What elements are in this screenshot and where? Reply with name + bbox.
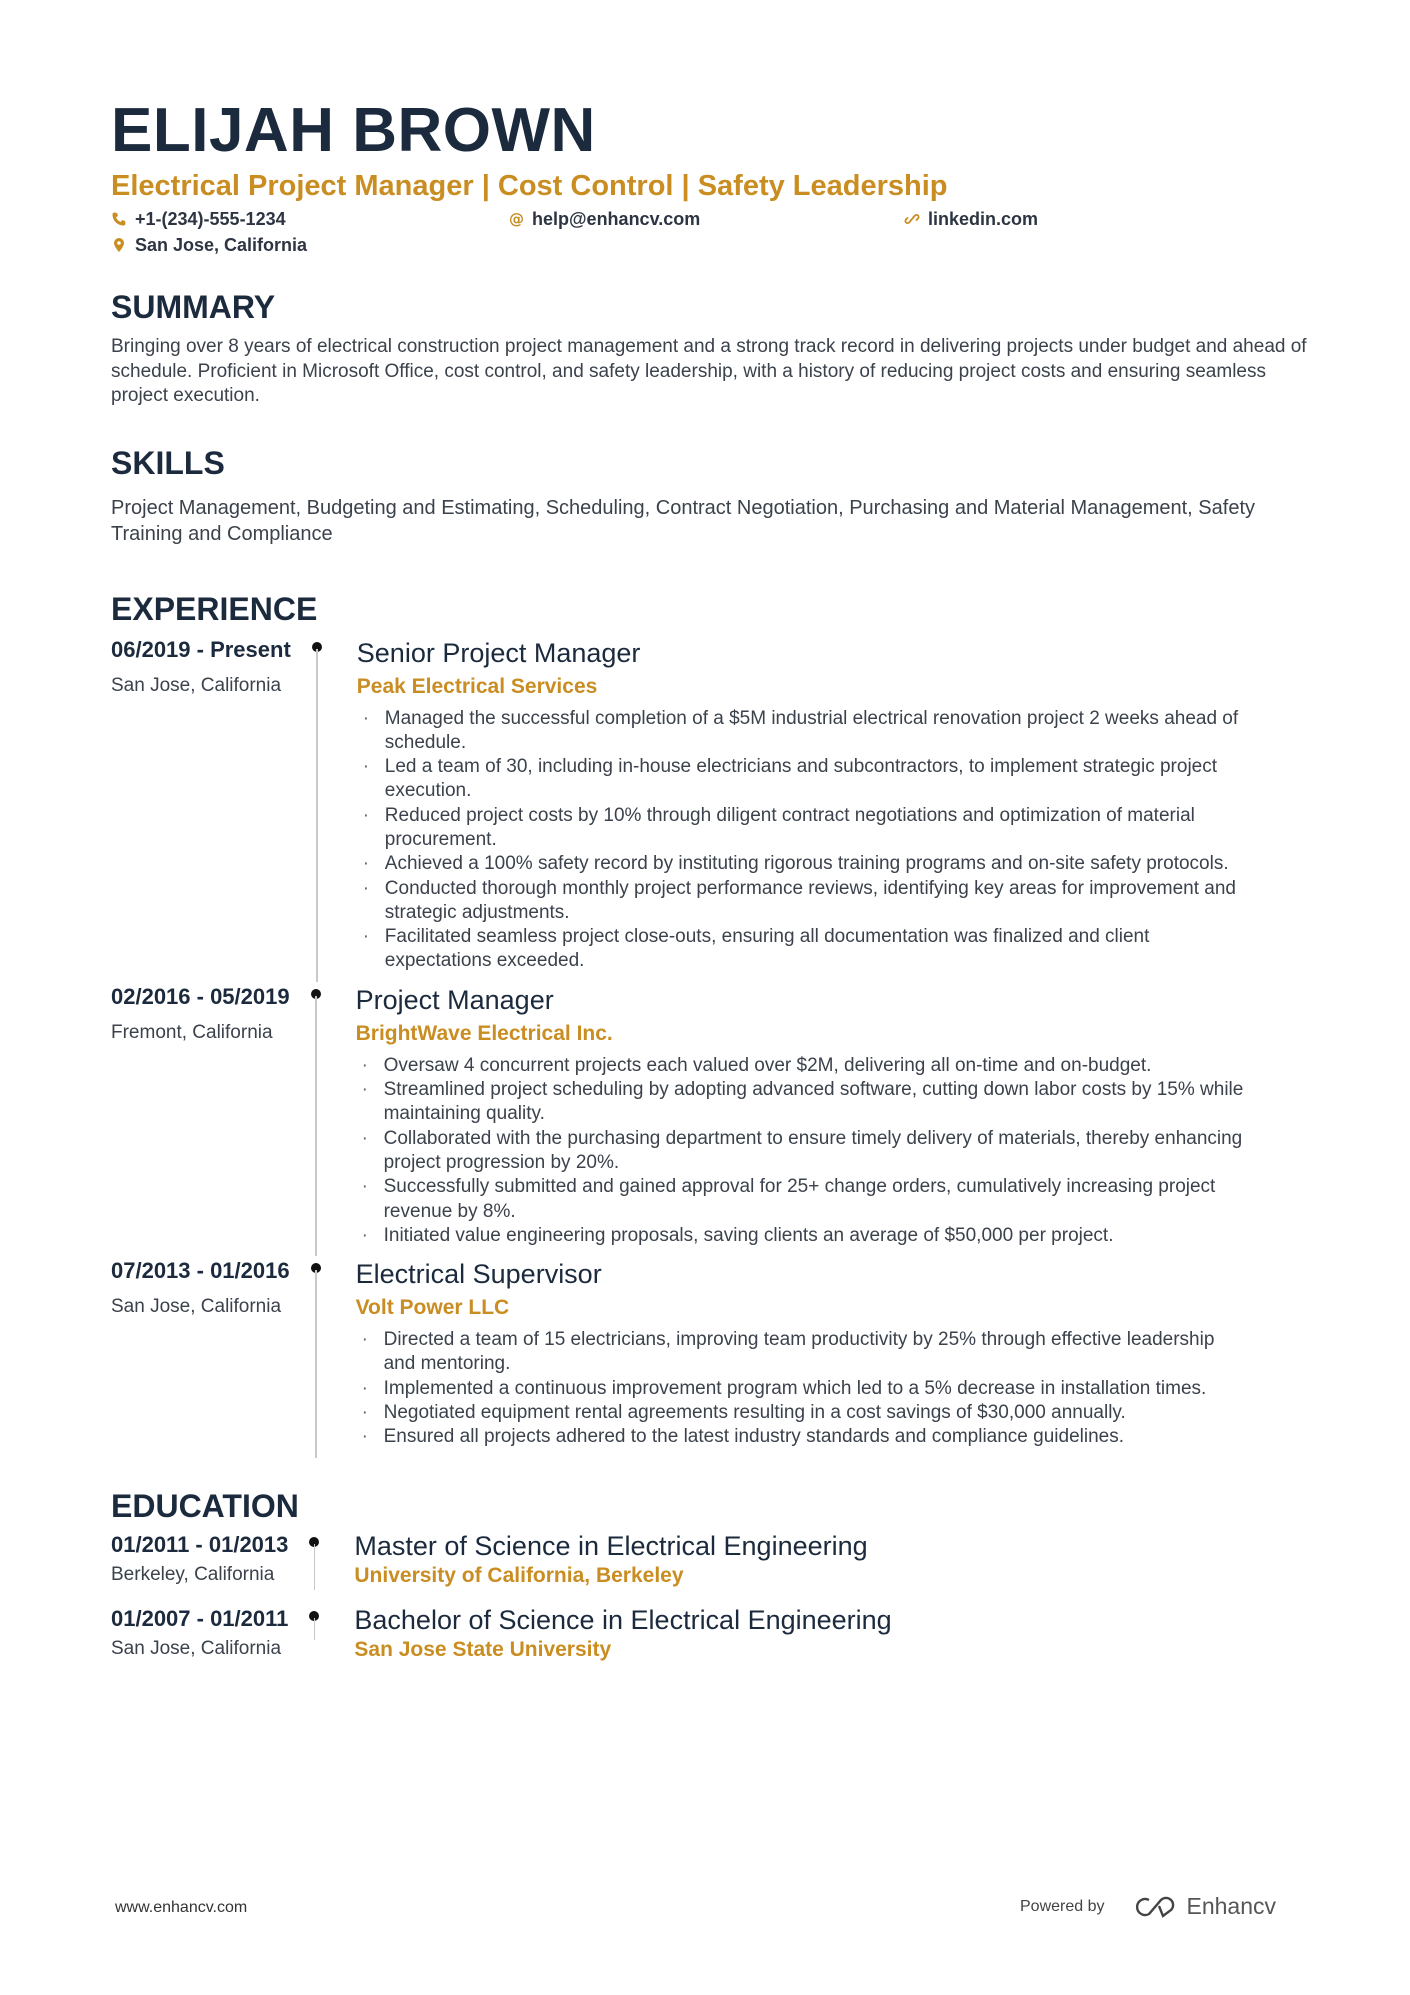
entry-location: Berkeley, California: [111, 1563, 275, 1585]
footer-branding: [1020, 1893, 1276, 1920]
entry-dates-column: [111, 1530, 288, 1590]
bullet-item: · Implemented a continuous improvement program which led to a 5% decrease in installation times.: [356, 1377, 1246, 1401]
entry-location: San Jose, California: [111, 1637, 282, 1659]
powered-by-label: Powered by: [1020, 1897, 1105, 1915]
contact-email[interactable]: [508, 208, 904, 230]
bullet-item: · Led a team of 30, including in-house electricians and subcontractors, to implement strategic project execution.: [357, 755, 1247, 804]
experience-section: [111, 589, 1316, 1458]
bullet-item: · Ensured all projects adhered to the latest industry standards and compliance guidelines.: [356, 1425, 1246, 1449]
bullet-item: · Managed the successful completion of a $5M industrial electrical renovation project 2 weeks ahead of schedule.: [357, 707, 1247, 756]
entry-date: 06/2019 - Present: [111, 636, 291, 662]
phone-text: +1-(234)-555-1234: [135, 209, 286, 229]
degree-title: Master of Science in Electrical Engineering: [354, 1530, 868, 1561]
phone-icon: [111, 211, 127, 227]
contact-info: [111, 208, 1316, 256]
timeline-line: [316, 649, 318, 982]
bullet-item: · Streamlined project scheduling by adopting advanced software, cutting down labor costs by 15% while maintaining quality.: [356, 1078, 1246, 1127]
candidate-name: ELIJAH BROWN: [111, 96, 596, 165]
bullet-item: · Facilitated seamless project close-outs, ensuring all documentation was finalized and client expectations exceeded.: [357, 925, 1247, 974]
timeline-line: [314, 1618, 316, 1640]
experience-entry: [111, 635, 1316, 982]
entry-details: [336, 1604, 1316, 1664]
at-icon: [508, 211, 524, 227]
entry-location: Fremont, California: [111, 1021, 273, 1043]
school-name: San Jose State University: [354, 1637, 612, 1661]
footer-website[interactable]: www.enhancv.com: [115, 1899, 248, 1916]
timeline-line: [315, 996, 317, 1256]
experience-entry: [111, 982, 1316, 1256]
bullet-item: · Directed a team of 15 electricians, improving team productivity by 25% through effective leadership and mentoring.: [356, 1328, 1246, 1377]
entry-dates-column: [111, 982, 290, 1256]
job-title: Project Manager: [355, 984, 554, 1015]
link-icon: [904, 211, 920, 227]
location-text: San Jose, California: [135, 235, 308, 255]
degree-title: Bachelor of Science in Electrical Engineering: [354, 1604, 892, 1635]
enhancv-logo-icon: [1131, 1895, 1177, 1919]
company-name: Volt Power LLC: [355, 1296, 510, 1320]
timeline: [290, 1256, 338, 1457]
timeline-line: [314, 1544, 316, 1590]
education-heading: EDUCATION: [111, 1487, 299, 1524]
email-text: help@enhancv.com: [532, 209, 701, 229]
bullet-list: [356, 1328, 1316, 1457]
contact-linkedin[interactable]: [904, 208, 1204, 230]
entry-location: San Jose, California: [111, 674, 282, 696]
bullet-item: · Initiated value engineering proposals, saving clients an average of $50,000 per project.: [356, 1224, 1246, 1248]
bullet-item: · Oversaw 4 concurrent projects each valued over $2M, delivering all on-time and on-budget.: [356, 1054, 1246, 1078]
entry-date: 02/2016 - 05/2019: [111, 983, 290, 1009]
bullet-item: · Collaborated with the purchasing department to ensure timely delivery of materials, thereby enhancing project progression by 20%.: [356, 1127, 1246, 1176]
timeline: [288, 1530, 336, 1590]
entry-dates-column: [111, 635, 291, 982]
education-entry: [111, 1604, 1316, 1678]
summary-heading: SUMMARY: [111, 289, 276, 325]
summary-section: [111, 287, 1316, 409]
entry-dates-column: [111, 1256, 290, 1457]
job-title: Electrical Supervisor: [355, 1259, 602, 1290]
entry-date: 01/2011 - 01/2013: [111, 1531, 289, 1557]
entry-location: San Jose, California: [111, 1296, 282, 1318]
bullet-item: · Conducted thorough monthly project performance reviews, identifying key areas for improvement and strategic adjustments.: [357, 877, 1247, 926]
company-name: BrightWave Electrical Inc.: [355, 1021, 613, 1045]
education-entry: [111, 1530, 1316, 1604]
experience-entry: [111, 1256, 1316, 1457]
education-section: [111, 1486, 1316, 1678]
summary-text: Bringing over 8 years of electrical construction project management and a strong track record in delivering projects under budget and ahead of schedule. Proficient in Microsoft Office, cost control, and safety leadership, with a history of reducing project costs and ensuring seamless project execution.: [111, 336, 1307, 406]
candidate-subtitle: Electrical Project Manager | Cost Control | Safety Leadership: [111, 170, 948, 202]
timeline-line: [315, 1270, 317, 1457]
skills-heading: SKILLS: [111, 444, 225, 481]
entry-details: [336, 1530, 1316, 1590]
job-title: Senior Project Manager: [356, 637, 641, 668]
experience-heading: EXPERIENCE: [111, 590, 318, 627]
entry-details: [338, 982, 1316, 1256]
bullet-list: [357, 707, 1316, 982]
bullet-item: · Reduced project costs by 10% through diligent contract negotiations and optimization of material procurement.: [357, 804, 1247, 853]
entry-date: 01/2007 - 01/2011: [111, 1605, 289, 1631]
skills-section: [111, 443, 1316, 547]
linkedin-text: linkedin.com: [928, 209, 1039, 229]
entry-dates-column: [111, 1604, 288, 1664]
bullet-item: · Successfully submitted and gained approval for 25+ change orders, cumulatively increasing project revenue by 8%.: [356, 1175, 1246, 1224]
timeline: [291, 635, 339, 982]
bullet-list: [356, 1054, 1316, 1256]
bullet-item: · Achieved a 100% safety record by instituting rigorous training programs and on-site safety protocols.: [357, 852, 1247, 876]
skills-text: Project Management, Budgeting and Estimating, Scheduling, Contract Negotiation, Purchasing and Material Management, Safety Training and Compliance: [111, 496, 1255, 545]
contact-phone: [111, 208, 508, 230]
brand-name: Enhancv: [1186, 1893, 1277, 1919]
timeline: [290, 982, 338, 1256]
school-name: University of California, Berkeley: [354, 1563, 684, 1587]
location-pin-icon: [111, 237, 127, 253]
entry-details: [338, 1256, 1316, 1457]
resume: [111, 96, 1316, 1678]
entry-date: 07/2013 - 01/2016: [111, 1258, 290, 1284]
svg-text:@: @: [509, 211, 524, 227]
company-name: Peak Electrical Services: [356, 674, 598, 698]
contact-location: [111, 234, 508, 256]
bullet-item: · Negotiated equipment rental agreements resulting in a cost savings of $30,000 annually.: [356, 1401, 1246, 1425]
entry-details: [339, 635, 1316, 982]
timeline: [288, 1604, 336, 1664]
